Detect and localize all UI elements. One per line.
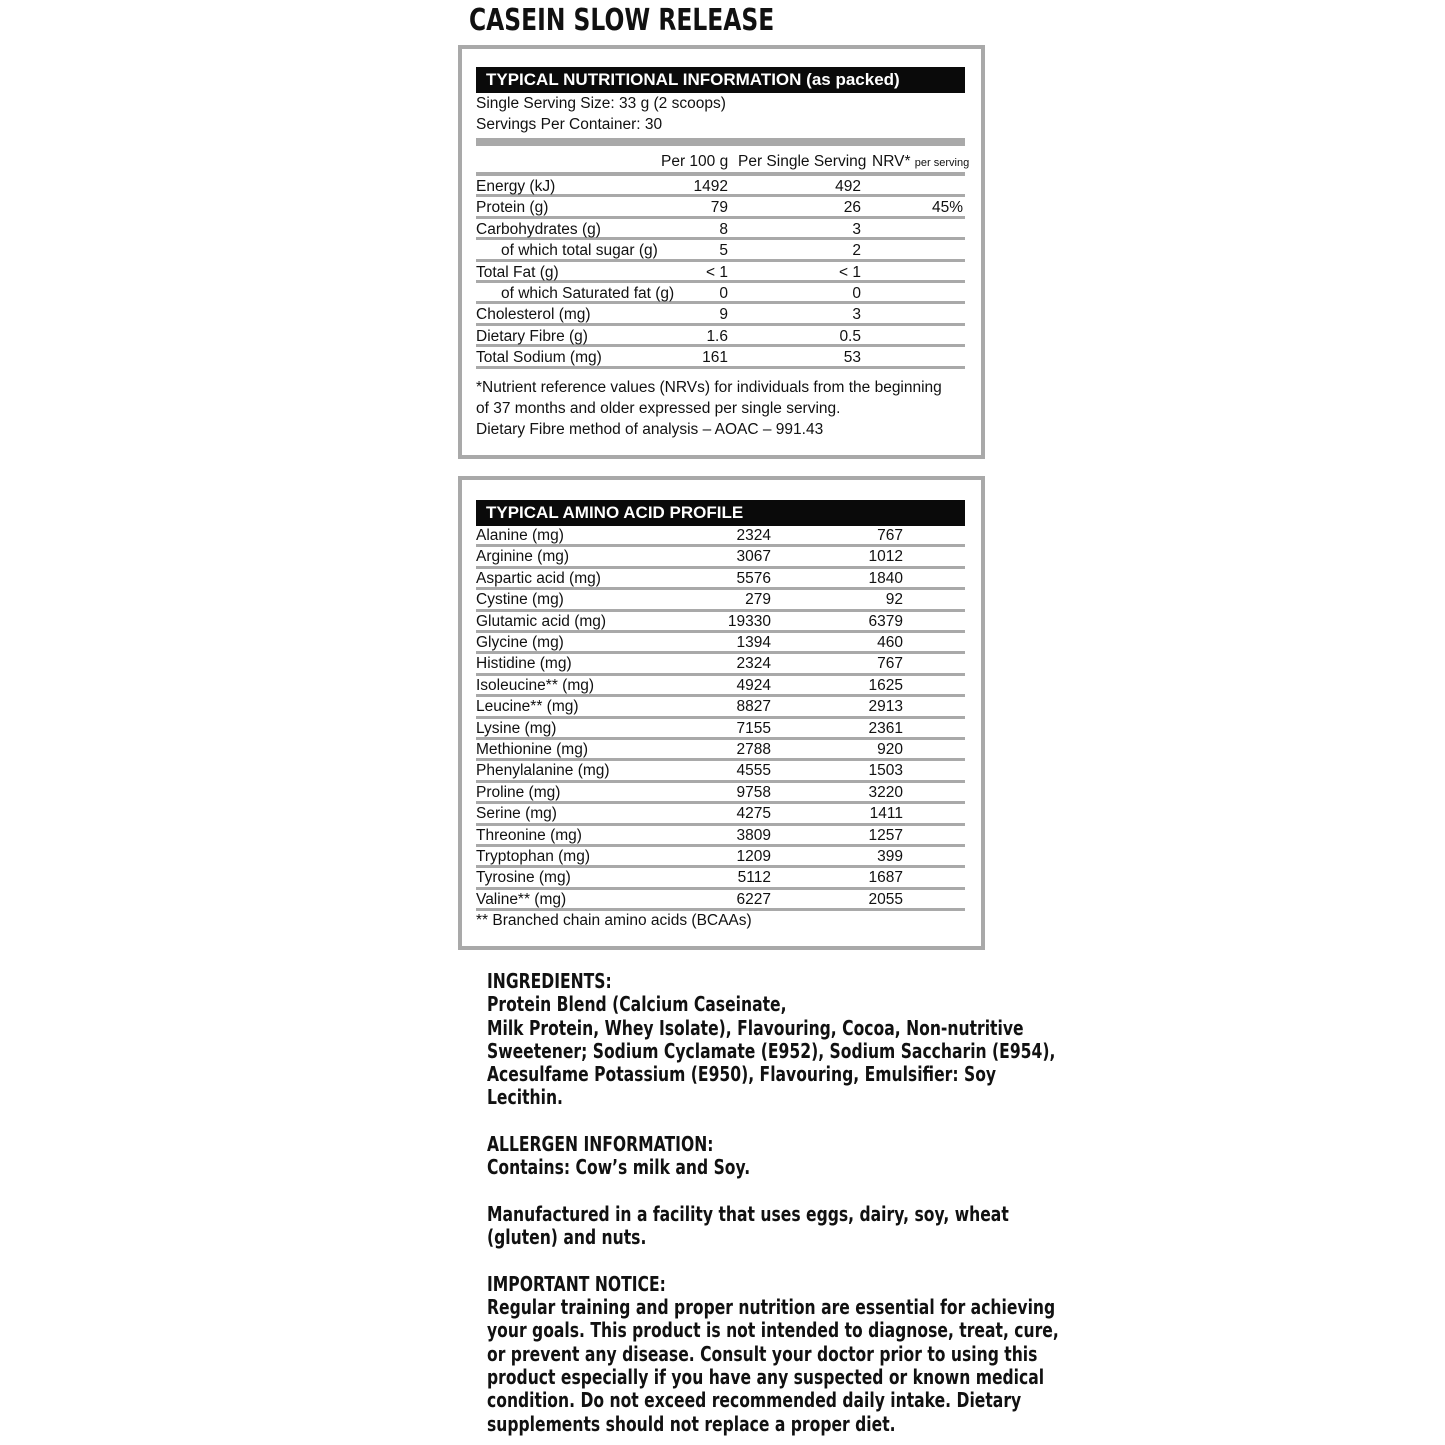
amino-row [476, 804, 965, 825]
amino-row [476, 761, 965, 782]
nutrient-name: Total Sodium (mg) [476, 349, 602, 367]
notice-text [487, 1295, 1059, 1436]
amino-name: Threonine (mg) [476, 826, 582, 844]
amino-name: Histidine (mg) [476, 655, 572, 673]
amino-per-serving-value: 6379 [868, 612, 903, 630]
amino-name: Alanine (mg) [476, 527, 564, 544]
amino-per100-value: 9758 [736, 783, 771, 801]
bcaa-footnote: ** Branched chain amino acids (BCAAs) [476, 912, 752, 929]
amino-per100-value: 3809 [736, 826, 771, 844]
nrv-value: 45% [931, 199, 963, 217]
amino-header: TYPICAL AMINO ACID PROFILE [476, 500, 965, 526]
per-serving-value: 492 [835, 178, 861, 195]
amino-name: Phenylalanine (mg) [476, 762, 610, 780]
amino-row [476, 847, 965, 868]
serving-size: Single Serving Size: 33 g (2 scoops) [476, 95, 726, 112]
nrv-footnote-1: *Nutrient reference values (NRVs) for individuals from the beginning [476, 379, 942, 396]
product-info-text [487, 969, 1059, 1436]
amino-name: Tyrosine (mg) [476, 869, 571, 887]
amino-name: Leucine** (mg) [476, 698, 579, 716]
col-per100: Per 100 g [661, 153, 729, 170]
per-serving-value: 0.5 [839, 327, 861, 345]
amino-per-serving-value: 1503 [868, 762, 903, 780]
amino-per100-value: 5576 [736, 569, 771, 587]
amino-per100-value: 6227 [736, 890, 771, 908]
amino-per-serving-value: 460 [877, 634, 903, 651]
amino-row [476, 547, 965, 568]
facility-line: (gluten) and nuts. [487, 1225, 647, 1250]
nutrient-name: Dietary Fibre (g) [476, 327, 588, 345]
nutrition-column-headers [476, 150, 970, 176]
amino-name: Methionine (mg) [476, 741, 588, 758]
amino-row [476, 890, 965, 911]
amino-row [476, 676, 965, 697]
nutrition-row [476, 197, 965, 218]
col-nrv: NRV* per serving [872, 153, 970, 170]
amino-name: Tryptophan (mg) [476, 848, 590, 865]
nutrition-panel [458, 45, 985, 459]
amino-per100-value: 4555 [736, 762, 771, 780]
amino-per100-value: 5112 [737, 869, 771, 887]
amino-per100-value: 2788 [736, 741, 771, 758]
amino-name: Valine** (mg) [476, 890, 567, 908]
per100-value: 161 [702, 349, 728, 367]
amino-per100-value: 2324 [736, 655, 771, 673]
amino-per-serving-value: 767 [877, 655, 903, 673]
amino-name: Isoleucine** (mg) [476, 676, 595, 694]
amino-per-serving-value: 1625 [868, 676, 903, 694]
amino-row [476, 868, 965, 889]
amino-row [476, 569, 965, 590]
nutrition-header: TYPICAL NUTRITIONAL INFORMATION (as packed) [476, 67, 965, 93]
nutrient-name: Energy (kJ) [476, 178, 556, 195]
divider [476, 138, 965, 146]
notice-line: product especially if you have any suspected or known medical [487, 1365, 1045, 1390]
allergen-heading: ALLERGEN INFORMATION: [487, 1132, 714, 1157]
ingredients-line: Lecithin. [487, 1085, 563, 1110]
amino-row [476, 740, 965, 761]
amino-per100-value: 4275 [736, 805, 771, 823]
allergen-text: Contains: Cow’s milk and Soy. [487, 1155, 751, 1180]
nutrition-row [476, 283, 965, 304]
nutrition-row [476, 304, 965, 325]
amino-per100-value: 8827 [736, 698, 771, 716]
col-per-serving: Per Single Serving [738, 153, 867, 170]
per100-value: < 1 [706, 263, 728, 281]
nutrient-name: Cholesterol (mg) [476, 306, 591, 324]
nutrition-row [476, 347, 965, 368]
amino-row [476, 697, 965, 718]
per100-value: 5 [719, 242, 728, 260]
per-serving-value: 3 [852, 306, 861, 324]
amino-per-serving-value: 1840 [868, 569, 903, 587]
notice-line: condition. Do not exceed recommended daily intake. Dietary [487, 1388, 1022, 1413]
amino-name: Glutamic acid (mg) [476, 612, 607, 630]
amino-per-serving-value: 1012 [868, 548, 903, 566]
amino-name: Aspartic acid (mg) [476, 569, 601, 587]
amino-row [476, 612, 965, 633]
amino-row [476, 719, 965, 740]
amino-per100-value: 279 [745, 591, 771, 609]
ingredients-text [487, 992, 1056, 1110]
ingredients-line: Protein Blend (Calcium Caseinate, [487, 992, 787, 1017]
ingredients-line: Acesulfame Potassium (E950), Flavouring, Emulsifier: Soy [487, 1062, 997, 1087]
nutrition-row [476, 176, 965, 197]
amino-row [476, 826, 965, 847]
amino-per-serving-value: 399 [877, 848, 903, 865]
amino-per100-value: 2324 [736, 527, 771, 544]
facility-text [487, 1201, 1009, 1250]
amino-per100-value: 1209 [736, 848, 771, 865]
amino-per-serving-value: 92 [885, 591, 903, 609]
amino-row [476, 783, 965, 804]
per-serving-value: 53 [843, 349, 861, 367]
amino-per-serving-value: 1411 [869, 805, 903, 823]
ingredients-heading: INGREDIENTS: [487, 969, 612, 993]
nutrition-row [476, 219, 965, 240]
amino-per100-value: 1394 [736, 634, 771, 651]
product-title: CASEIN SLOW RELEASE [469, 3, 775, 38]
amino-per100-value: 3067 [736, 548, 771, 566]
amino-name: Proline (mg) [476, 783, 561, 801]
nutrient-name: Total Fat (g) [476, 263, 559, 281]
amino-name: Arginine (mg) [476, 548, 570, 566]
amino-name: Cystine (mg) [476, 591, 564, 609]
amino-per100-value: 4924 [736, 676, 771, 694]
amino-per-serving-value: 920 [877, 741, 903, 758]
amino-per-serving-value: 767 [877, 527, 903, 544]
ingredients-line: Milk Protein, Whey Isolate), Flavouring, Cocoa, Non-nutritive [487, 1015, 1024, 1040]
per-serving-value: 0 [852, 285, 861, 302]
per100-value: 8 [719, 220, 728, 238]
amino-row [476, 654, 965, 675]
notice-line: supplements should not replace a proper diet. [487, 1411, 896, 1436]
servings-per-container: Servings Per Container: 30 [476, 116, 663, 133]
amino-per-serving-value: 2055 [868, 890, 903, 908]
nutrient-name: Carbohydrates (g) [476, 220, 601, 238]
fibre-footnote: Dietary Fibre method of analysis – AOAC – 991.43 [476, 421, 824, 438]
notice-line: your goals. This product is not intended to diagnose, treat, cure, [487, 1318, 1059, 1343]
notice-line: Regular training and proper nutrition are essential for achieving [487, 1295, 1056, 1320]
nrv-footnote-2: of 37 months and older expressed per single serving. [476, 400, 841, 417]
amino-per-serving-value: 2913 [868, 698, 903, 716]
per-serving-value: 3 [852, 220, 861, 238]
per100-value: 1492 [693, 178, 728, 195]
per100-value: 79 [710, 199, 728, 217]
amino-per-serving-value: 1687 [868, 869, 903, 887]
amino-name: Glycine (mg) [476, 634, 564, 651]
amino-row [476, 590, 965, 611]
per-serving-value: 26 [843, 199, 861, 217]
amino-row [476, 526, 965, 547]
nutrition-row [476, 240, 965, 261]
per100-value: 0 [719, 285, 728, 302]
amino-name: Lysine (mg) [476, 719, 557, 737]
per100-value: 1.6 [706, 327, 728, 345]
notice-line: or prevent any disease. Consult your doctor prior to using this [487, 1341, 1038, 1366]
amino-row [476, 633, 965, 654]
nutrient-name: of which total sugar (g) [501, 242, 658, 260]
amino-per-serving-value: 2361 [868, 719, 903, 737]
nutrition-row [476, 262, 965, 283]
nutrition-row [476, 326, 965, 347]
per-serving-value: 2 [852, 242, 861, 260]
amino-per100-value: 7155 [736, 719, 771, 737]
nutrient-name: of which Saturated fat (g) [501, 285, 675, 302]
amino-per-serving-value: 1257 [868, 826, 903, 844]
amino-panel [458, 476, 985, 950]
nutrient-name: Protein (g) [476, 199, 549, 217]
facility-line: Manufactured in a facility that uses eggs, dairy, soy, wheat [487, 1201, 1009, 1226]
per100-value: 9 [719, 306, 728, 324]
notice-heading: IMPORTANT NOTICE: [487, 1271, 666, 1296]
amino-per-serving-value: 3220 [868, 783, 903, 801]
amino-name: Serine (mg) [476, 805, 557, 823]
amino-per100-value: 19330 [727, 612, 771, 630]
ingredients-line: Sweetener; Sodium Cyclamate (E952), Sodium Saccharin (E954), [487, 1038, 1056, 1063]
per-serving-value: < 1 [839, 263, 861, 281]
